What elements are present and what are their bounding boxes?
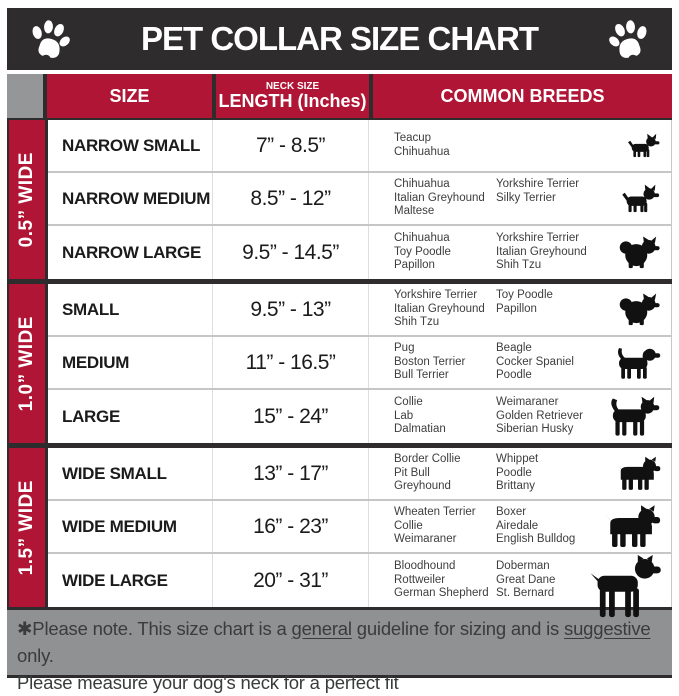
breed-name: Papillon	[394, 259, 435, 272]
breed-name: Shih Tzu	[496, 259, 542, 272]
breed-name: Rottweiler	[394, 573, 446, 586]
breeds-cell	[369, 337, 671, 388]
pet-collar-size-chart	[7, 8, 672, 693]
length-label: LENGTH (Inches)	[218, 91, 367, 111]
size-row	[48, 337, 671, 390]
terrier-silhouette	[627, 133, 661, 159]
breed-name: Pit Bull	[394, 466, 430, 479]
size-label: NARROW MEDIUM	[48, 173, 213, 224]
breed-name: Chihuahua	[394, 145, 450, 158]
length-value: 8.5” - 12”	[213, 173, 369, 224]
breed-name: St. Bernard	[496, 587, 555, 600]
footer-text: only.	[17, 645, 54, 666]
breeds-cell	[369, 390, 671, 443]
breed-name: Shih Tzu	[394, 316, 440, 329]
breed-name: Silky Terrier	[496, 191, 556, 204]
breed-name: Dalmatian	[394, 423, 446, 436]
width-strip	[7, 448, 48, 607]
breeds-column	[394, 289, 496, 330]
breed-name: English Bulldog	[496, 533, 576, 546]
breed-name: Weimaraner	[394, 533, 457, 546]
breed-name: Toy Poodle	[394, 245, 451, 258]
breeds-column	[394, 342, 496, 383]
beagle-silhouette	[613, 345, 661, 381]
width-section	[7, 448, 672, 607]
breed-name: Italian Greyhound	[394, 302, 485, 315]
footer-underlined-word: general	[291, 618, 352, 639]
breed-name: Chihuahua	[394, 232, 450, 245]
size-row	[48, 226, 671, 279]
breed-name: Brittany	[496, 480, 535, 493]
size-row	[48, 448, 671, 501]
size-row	[48, 501, 671, 554]
chihuahua-silhouette	[621, 184, 661, 214]
length-value: 13” - 17”	[213, 448, 369, 499]
breed-name: Beagle	[496, 342, 532, 355]
breeds-column	[394, 132, 496, 159]
length-value: 15” - 24”	[213, 390, 369, 443]
table-header-row	[7, 74, 672, 120]
breed-name: Teacup	[394, 132, 432, 144]
width-label: 0.5” WIDE	[16, 151, 37, 248]
breeds-cell	[369, 173, 671, 224]
breeds-column	[394, 560, 496, 601]
breed-name: Bloodhound	[394, 560, 456, 573]
paw-icon	[27, 16, 71, 62]
corner-cell	[7, 74, 43, 118]
breed-name: Collie	[394, 519, 423, 532]
breeds-cell	[369, 448, 671, 499]
breed-name: Collie	[394, 396, 423, 409]
size-label: WIDE MEDIUM	[48, 501, 213, 552]
breed-name: Poodle	[496, 369, 532, 382]
pitbull-standing-silhouette	[603, 505, 661, 549]
breed-name: Great Dane	[496, 573, 556, 586]
breed-name: Boston Terrier	[394, 355, 466, 368]
rows-group	[48, 120, 672, 279]
width-strip	[7, 284, 48, 443]
width-strip	[7, 120, 48, 279]
breed-name: Pug	[394, 342, 415, 355]
breed-name: Doberman	[496, 560, 550, 573]
size-label: NARROW SMALL	[48, 120, 213, 171]
width-section	[7, 120, 672, 279]
size-label: SMALL	[48, 284, 213, 335]
breed-name: Boxer	[496, 506, 527, 519]
column-header-size: SIZE	[47, 74, 212, 118]
table-body	[7, 120, 672, 610]
column-header-breeds: COMMON BREEDS	[373, 74, 672, 118]
husky-silhouette	[607, 396, 661, 437]
length-value: 9.5” - 13”	[213, 284, 369, 335]
breed-name: Italian Greyhound	[496, 245, 587, 258]
pomeranian-silhouette	[617, 236, 661, 269]
breed-name: Yorkshire Terrier	[394, 289, 478, 302]
rows-group	[48, 448, 672, 607]
title-bar	[7, 8, 672, 70]
size-label: WIDE SMALL	[48, 448, 213, 499]
width-section	[7, 284, 672, 443]
breed-name: Greyhound	[394, 480, 451, 493]
breed-name: Airedale	[496, 519, 539, 532]
breed-name: Weimaraner	[496, 396, 559, 409]
breeds-cell	[369, 120, 671, 171]
doberman-silhouette	[587, 555, 661, 624]
size-row	[48, 173, 671, 226]
size-label: NARROW LARGE	[48, 226, 213, 279]
breed-name: Poodle	[496, 466, 532, 479]
length-value: 16” - 23”	[213, 501, 369, 552]
column-header-length	[216, 74, 369, 118]
breed-name: Border Collie	[394, 453, 461, 466]
size-label: WIDE LARGE	[48, 554, 213, 607]
size-label: LARGE	[48, 390, 213, 443]
pitbull-silhouette	[615, 456, 661, 491]
breed-name: Yorkshire Terrier	[496, 232, 580, 245]
footer-text: guideline for sizing and is	[351, 618, 565, 639]
breeds-column	[394, 396, 496, 437]
neck-size-sublabel: NECK SIZE	[265, 81, 320, 92]
breed-name: German Shepherd	[394, 587, 489, 600]
breed-name: Italian Greyhound	[394, 191, 485, 204]
breed-name: Golden Retriever	[496, 409, 583, 422]
breeds-column	[394, 506, 496, 547]
footer-underlined-word: suggestive	[564, 618, 651, 639]
paw-icon	[608, 16, 652, 62]
length-value: 9.5” - 14.5”	[213, 226, 369, 279]
size-label: MEDIUM	[48, 337, 213, 388]
page-title: PET COLLAR SIZE CHART	[141, 20, 538, 57]
breed-name: Yorkshire Terrier	[496, 178, 580, 191]
footer-line2: Please measure your dog's neck for a perfect fit	[17, 672, 399, 693]
size-row	[48, 284, 671, 337]
breed-name: Cocker Spaniel	[496, 355, 574, 368]
size-row	[48, 554, 671, 607]
breeds-column	[394, 232, 496, 273]
length-value: 11” - 16.5”	[213, 337, 369, 388]
breeds-cell	[369, 226, 671, 279]
footer-note	[7, 610, 672, 693]
footer-line1	[17, 618, 650, 666]
footer-text: ✱Please note. This size chart is a	[17, 618, 292, 639]
breed-name: Whippet	[496, 453, 539, 466]
size-row	[48, 120, 671, 173]
breed-name: Lab	[394, 409, 414, 422]
breed-name: Wheaten Terrier	[394, 506, 476, 519]
width-label: 1.5” WIDE	[16, 479, 37, 576]
breed-name: Siberian Husky	[496, 423, 574, 436]
breed-name: Papillon	[496, 302, 537, 315]
length-value: 7” - 8.5”	[213, 120, 369, 171]
breeds-cell	[369, 554, 671, 607]
breed-name: Toy Poodle	[496, 289, 553, 302]
length-value: 20” - 31”	[213, 554, 369, 607]
pomeranian-silhouette	[617, 293, 661, 326]
size-row	[48, 390, 671, 443]
breeds-cell	[369, 284, 671, 335]
breeds-column	[394, 178, 496, 219]
breed-name: Bull Terrier	[394, 369, 449, 382]
breed-name: Chihuahua	[394, 178, 450, 191]
breed-name: Maltese	[394, 205, 435, 218]
breeds-column	[394, 453, 496, 494]
breeds-cell	[369, 501, 671, 552]
rows-group	[48, 284, 672, 443]
width-label: 1.0” WIDE	[16, 315, 37, 412]
